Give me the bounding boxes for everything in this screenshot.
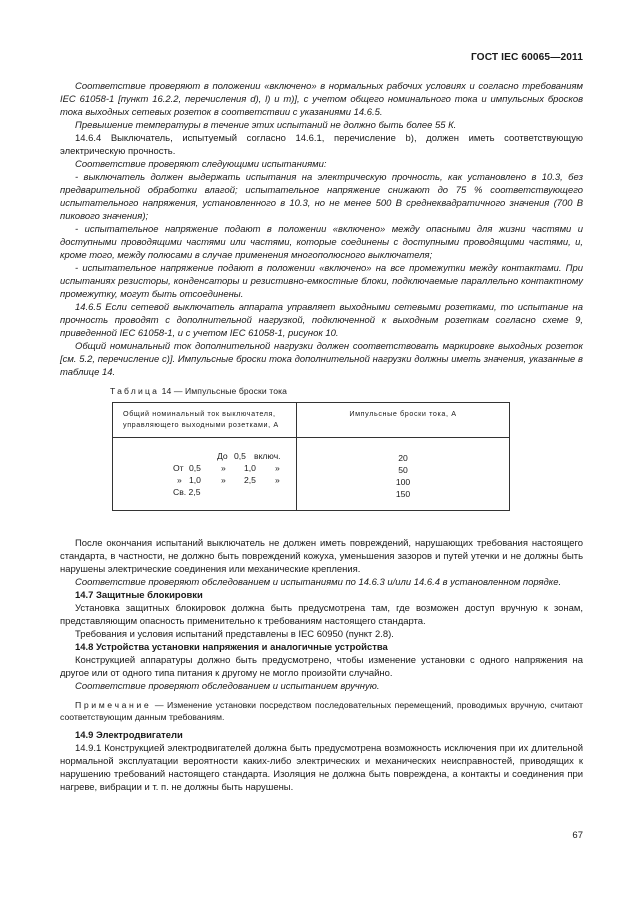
table-caption-text: 14 — Импульсные броски тока: [159, 386, 288, 396]
table-caption-label: Таблица: [110, 386, 160, 396]
ditto-mark: »: [275, 463, 280, 473]
ditto-mark: »: [221, 463, 226, 473]
table-cell-values: [297, 438, 510, 511]
table-value: 20: [398, 453, 408, 463]
table-row: [113, 474, 296, 486]
table-header-row: [113, 403, 510, 438]
section-heading-14-8: 14.8 Устройства установки напряжения и аналогичные устройства: [75, 642, 388, 653]
table-value: 100: [395, 477, 411, 487]
paragraph: После окончания испытаний выключатель не должен иметь повреждений, нарушающих требования настоящего стандарта, в частности, не должно быть повреждений кожуха, уменьшения зазоров и путей утечки и не должны быть нарушены электрические соединения или механические крепления.: [60, 538, 583, 575]
list-item: - выключатель должен выдержать испытания на электрическую прочность, как установлено в 10.3, без предварительной обработки влагой; испытательное напряжение снижают до 75 % соответствующего испытательного напряжения, установленного в 10.3, но не менее 500 В среднеквадратичного значения (700 В пикового значения);: [60, 172, 583, 222]
table-value: 50: [398, 465, 408, 475]
ditto-mark: »: [177, 475, 182, 485]
table-row: [113, 450, 296, 462]
clause-14-6-5: 14.6.5 Если сетевой выключатель аппарата управляет выходными сетевыми розетками, то испытание на прочность проводят с дополнительной нагрузкой, подключенной к выходным розеткам согласно схеме 9, приведенной IEC 61058-1, и с учетом IEC 61058-1, рисунок 10.: [60, 302, 583, 339]
table-header-rated-current: Общий номинальный ток выключателя, управляющего выходными розетками, А: [113, 403, 297, 438]
document-body: [60, 80, 583, 794]
clause-14-9-1: 14.9.1 Конструкцией электродвигателей должна быть предусмотрена возможность исключения при их длительной нормальной эксплуатации вероятности каких-либо электрических и механических неисправностей, приводящих к нарушению требований настоящего стандарта. Изоляция не должна быть повреждена, а контакты и соединения при нагреве, вибрации и т. п. не должны быть нарушены.: [60, 743, 583, 793]
paragraph: Требования и условия испытаний представлены в IEC 60950 (пункт 2.8).: [75, 629, 394, 640]
range-prefix: От: [173, 463, 184, 473]
table-cell-ranges: [113, 438, 297, 511]
table-caption: [110, 385, 583, 398]
paragraph: Общий номинальный ток дополнительной нагрузки должен соответствовать маркировке выходных розеток [см. 5.2, перечисление c)]. Импульсные броски тока дополнительной нагрузки должны иметь значения, указанные в таблице 14.: [60, 341, 583, 378]
note: [60, 699, 583, 723]
ditto-mark: »: [275, 475, 280, 485]
table-row: [113, 486, 296, 498]
list-item: - испытательное напряжение подают в положении «включено» на все промежутки между контактами. При испытаниях резисторы, конденсаторы и резистивно-емкостные блоки, подключаемые параллельно контактному промежутку, могут быть отсоединены.: [60, 263, 583, 300]
clause-14-6-4: 14.6.4 Выключатель, испытуемый согласно 14.6.1, перечисление b), должен иметь соответствующую электрическую прочность.: [60, 133, 583, 157]
note-label: Примечание: [75, 700, 152, 710]
table-value: 150: [395, 489, 411, 499]
paragraph: Конструкцией аппаратуры должно быть предусмотрено, чтобы изменение установки с одного напряжения на другое или от одного типа питания к другому не могло произойти случайно.: [60, 655, 583, 679]
range-value: 0,5: [234, 451, 246, 461]
inrush-current-table: [112, 402, 510, 511]
list-item: - испытательное напряжение подают в положении «включено» между опасными для жизни частями и доступными проводящими частями или частями, которые соединены с доступными проводящими частями, и, кроме того, между полюсами в случае применения многополюсного выключателя;: [60, 224, 583, 261]
ditto-mark: »: [221, 475, 226, 485]
document-header: ГОСТ IEC 60065—2011: [470, 52, 583, 63]
paragraph: Соответствие проверяют обследованием и испытаниями по 14.6.3 и/или 14.6.4 в установленном порядке.: [75, 577, 562, 588]
table-body-row: [113, 438, 510, 511]
paragraph: Соответствие проверяют следующими испытаниями:: [75, 159, 327, 170]
range-value: 0,5: [189, 463, 201, 473]
range-value: 1,0: [244, 463, 256, 473]
table-header-inrush-current: Импульсные броски тока, А: [297, 403, 510, 438]
table-row: [113, 462, 296, 474]
paragraph: Превышение температуры в течение этих испытаний не должно быть более 55 К.: [75, 120, 457, 131]
section-heading-14-9: 14.9 Электродвигатели: [75, 730, 183, 741]
section-heading-14-7: 14.7 Защитные блокировки: [75, 590, 203, 601]
paragraph: Установка защитных блокировок должна быть предусмотрена там, где возможен доступ вручную к зонам, представляющим опасность применительно к требованиям настоящего стандарта.: [60, 603, 583, 627]
page-number: 67: [572, 830, 583, 841]
paragraph: Соответствие проверяют в положении «включено» в нормальных рабочих условиях и согласно требованиям IEC 61058-1 [пункт 16.2.2, перечисления d), l) и m)], с учетом общего номинального тока и импульсных бросков тока выходных сетевых розеток в соответствии с указаниями 14.6.5.: [60, 81, 583, 118]
note-text: — Изменение установки посредством последовательных перемещений, проводимых вручную, считают соответствующим данным требованиям.: [60, 700, 583, 722]
range-value: 2,5: [244, 475, 256, 485]
range-value: 1,0: [189, 475, 201, 485]
paragraph: Соответствие проверяют обследованием и испытанием вручную.: [75, 681, 380, 692]
range-prefix: До: [217, 451, 228, 461]
range-suffix: включ.: [254, 451, 281, 461]
range-prefix: Св. 2,5: [173, 487, 201, 497]
